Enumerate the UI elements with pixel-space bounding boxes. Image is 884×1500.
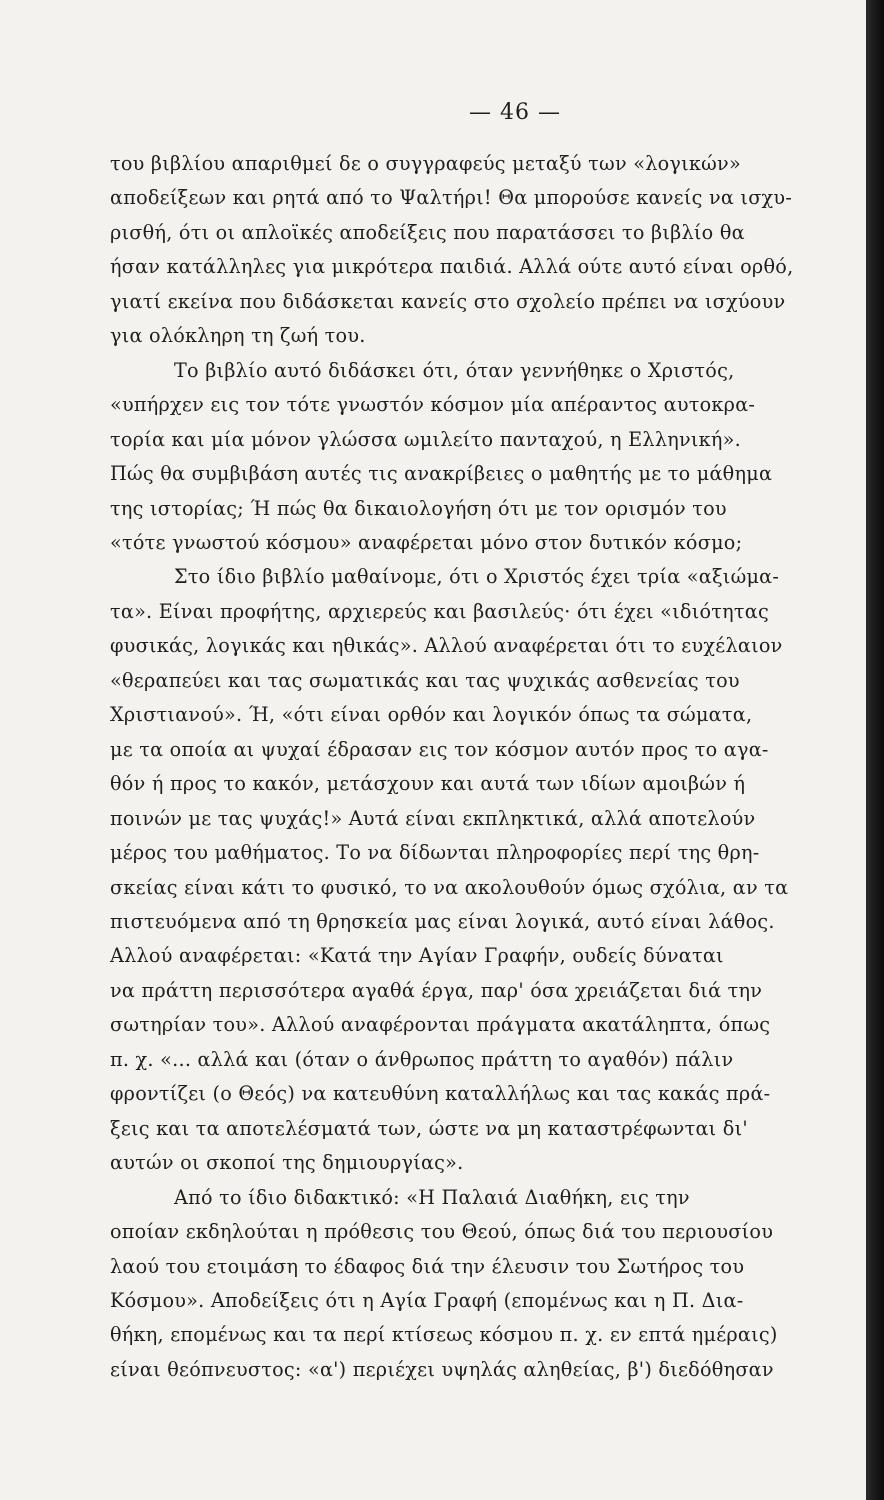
text-line: του βιβλίου απαριθμεί δε ο συγγραφεύς μεταξύ των «λογικών» xyxy=(110,152,741,175)
paragraph-3 xyxy=(110,560,840,1180)
text-line: οποίαν εκδηλούται η πρόθεσις του Θεού, όπως διά του περιουσίου xyxy=(110,1220,774,1244)
text-line: τορία και μία μόνον γλώσσα ωμιλείτο πανταχού, η Ελληνική». xyxy=(110,427,741,451)
text-line: «υπήρχεν εις τον τότε γνωστόν κόσμον μία απέραντος αυτοκρα- xyxy=(110,393,756,417)
paragraph-2 xyxy=(110,354,840,561)
text-line: θήκη, επομένως και τα περί κτίσεως κόσμου π. χ. εν επτά ημέραις) xyxy=(110,1323,778,1347)
page-number: — 46 — xyxy=(469,100,561,125)
scan-dark-edge xyxy=(866,0,884,1500)
paragraph-1 xyxy=(110,147,840,354)
text-line: σκείας είναι κάτι το φυσικό, το να ακολουθούν όμως σχόλια, αν τα xyxy=(110,875,789,899)
text-line: «τότε γνωστού κόσμου» αναφέρεται μόνο στον δυτικόν κόσμο; xyxy=(110,530,743,554)
text-line: λαού του ετοιμάση το έδαφος διά την έλευσιν του Σωτήρος του xyxy=(110,1254,745,1278)
text-line: να πράττη περισσότερα αγαθά έργα, παρ' όσα χρειάζεται διά την xyxy=(110,978,763,1002)
text-line: Πώς θα συμβιβάση αυτές τις ανακρίβειες ο μαθητής με το μάθημα xyxy=(110,462,773,486)
text-line: γιατί εκείνα που διδάσκεται κανείς στο σχολείο πρέπει να ισχύουν xyxy=(110,289,786,313)
text-line: ρισθή, ότι οι απλοϊκές αποδείξεις που παρατάσσει το βιβλίο θα xyxy=(110,220,745,244)
text-line: φυσικάς, λογικάς και ηθικάς». Αλλού αναφέρεται ότι το ευχέλαιον xyxy=(110,634,783,658)
text-line: ξεις και τα αποτελέσματά των, ώστε να μη καταστρέφωνται δι' xyxy=(110,1116,748,1140)
text-line: μέρος του μαθήματος. Το να δίδωνται πληροφορίες περί της θρη- xyxy=(110,841,760,865)
text-line: της ιστορίας; Ή πώς θα δικαιολογήση ότι με τον ορισμόν του xyxy=(110,496,727,520)
text-line: αυτών οι σκοποί της δημιουργίας». xyxy=(110,1151,464,1175)
text-line: αποδείξεων και ρητά από το Ψαλτήρι! Θα μπορούσε κανείς να ισχυ- xyxy=(110,186,793,210)
text-line: φροντίζει (ο Θεός) να κατευθύνη καταλλήλως και τας κακάς πρά- xyxy=(110,1082,771,1106)
text-line: Κόσμου». Αποδείξεις ότι η Αγία Γραφή (επομένως και η Π. Δια- xyxy=(110,1288,744,1312)
text-line: θόν ή προς το κακόν, μετάσχουν και αυτά των ιδίων αμοιβών ή xyxy=(110,772,746,796)
text-line: πιστευόμενα από τη θρησκεία μας είναι λογικά, αυτό είναι λάθος. xyxy=(110,909,775,933)
text-line: ήσαν κατάλληλες για μικρότερα παιδιά. Αλλά ούτε αυτό είναι ορθό, xyxy=(110,255,794,279)
text-line: «θεραπεύει και τας σωματικάς και τας ψυχικάς ασθενείας του xyxy=(110,668,740,692)
text-line: σωτηρίαν του». Αλλού αναφέρονται πράγματα ακατάληπτα, όπως xyxy=(110,1013,771,1037)
text-line: Αλλού αναφέρεται: «Κατά την Αγίαν Γραφήν, ουδείς δύναται xyxy=(110,944,724,968)
text-line: για ολόκληρη τη ζωή του. xyxy=(110,324,366,348)
paragraph-4 xyxy=(110,1181,840,1388)
text-line: Από το ίδιο διδακτικό: «Η Παλαιά Διαθήκη, εις την xyxy=(174,1185,690,1209)
text-line: με τα οποία αι ψυχαί έδρασαν εις τον κόσμον αυτόν προς το αγα- xyxy=(110,737,769,761)
text-line: ποινών με τας ψυχάς!» Αυτά είναι εκπληκτικά, αλλά αποτελούν xyxy=(110,806,756,830)
text-line: Στο ίδιο βιβλίο μαθαίνομε, ότι ο Χριστός έχει τρία «αξιώμα- xyxy=(174,565,780,589)
text-line: Χριστιανού». Ή, «ότι είναι ορθόν και λογικόν όπως τα σώματα, xyxy=(110,703,753,727)
text-line: τα». Είναι προφήτης, αρχιερεύς και βασιλεύς· ότι έχει «ιδιότητας xyxy=(110,599,769,623)
text-line: Το βιβλίο αυτό διδάσκει ότι, όταν γεννήθηκε ο Χριστός, xyxy=(174,358,735,382)
text-line: είναι θεόπνευστος: «α') περιέχει υψηλάς αληθείας, β') διεδόθησαν xyxy=(110,1357,774,1381)
text-line: π. χ. «... αλλά και (όταν ο άνθρωπος πράττη το αγαθόν) πάλιν xyxy=(110,1047,734,1071)
book-page xyxy=(110,100,840,1387)
